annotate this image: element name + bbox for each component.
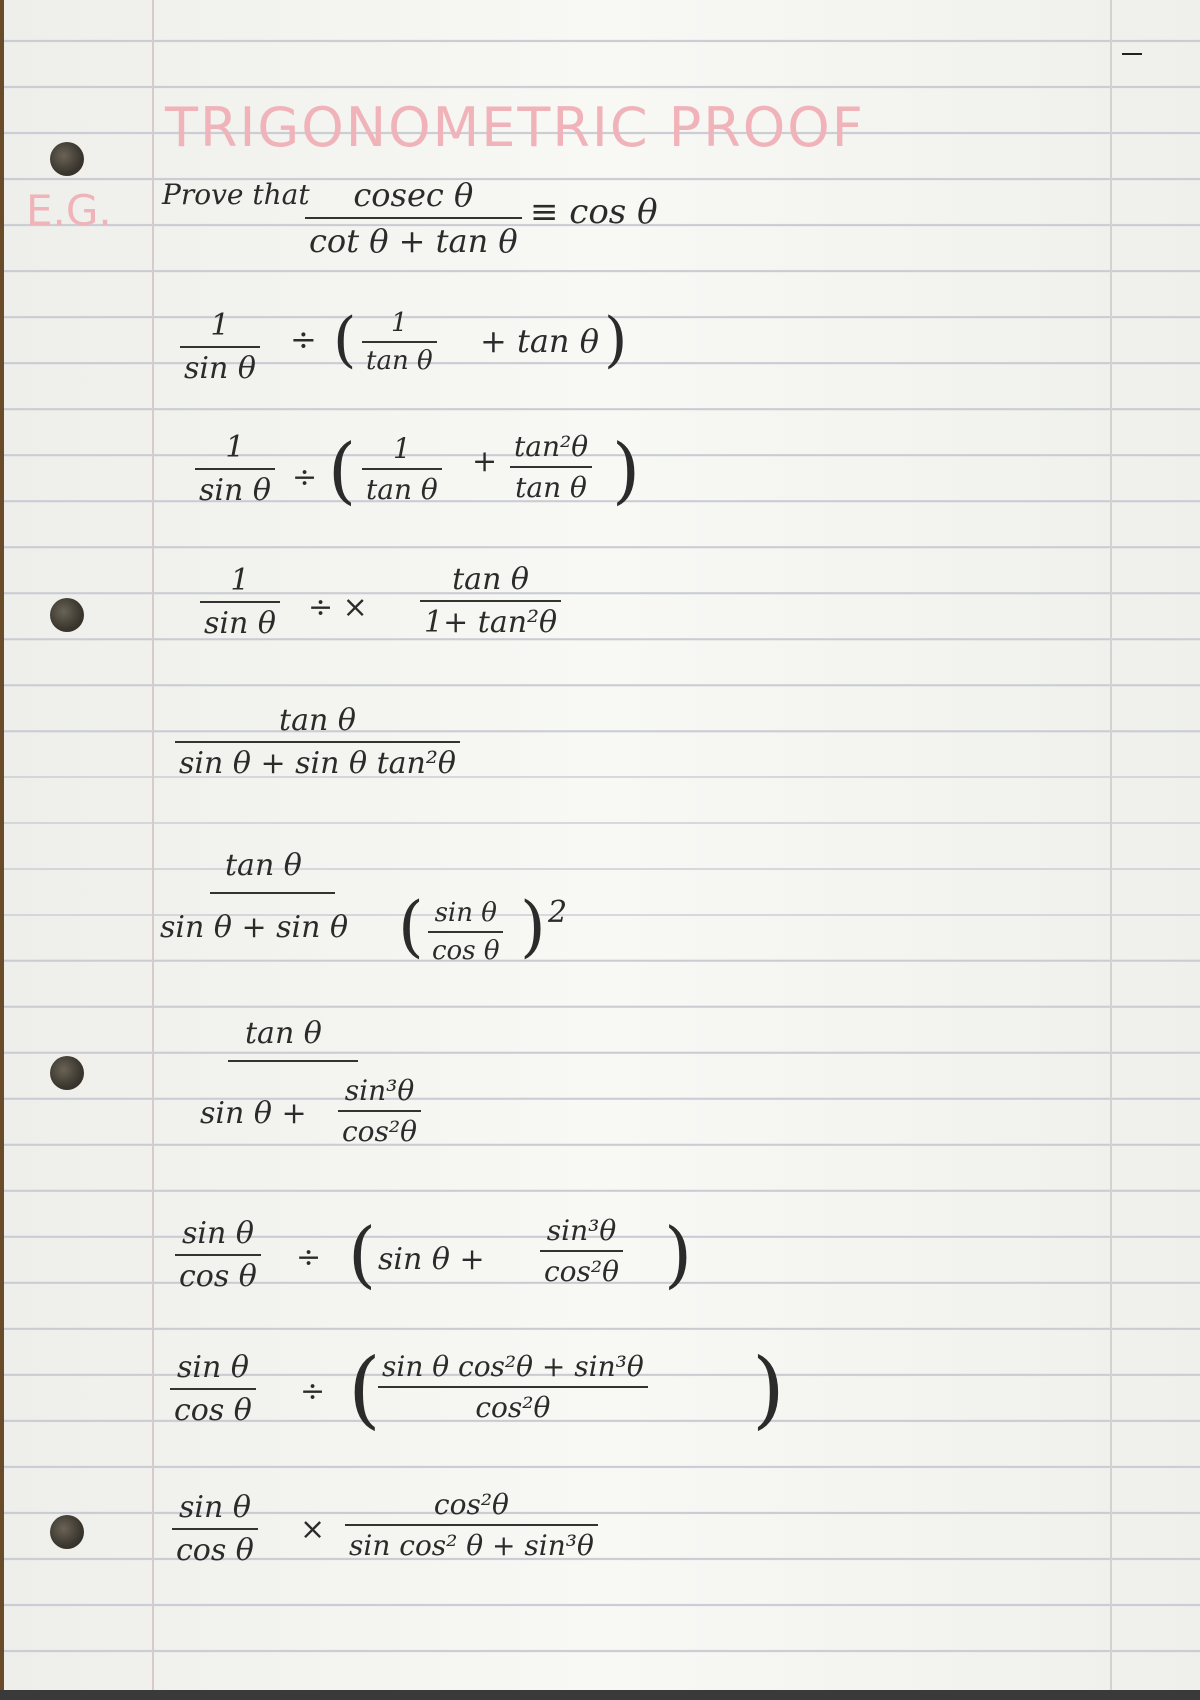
fraction-numerator: sin θ cos²θ + sin³θ <box>378 1350 648 1388</box>
step1-fraction-b <box>362 308 437 376</box>
fraction-numerator: 1 <box>200 563 280 603</box>
open-paren: ( <box>348 1340 381 1438</box>
plus-sign: + <box>472 444 498 479</box>
prove-text: Prove that <box>162 178 310 211</box>
step8-fraction-a <box>170 1350 256 1428</box>
close-paren: ) <box>604 305 628 375</box>
fraction-denominator: tan θ <box>366 346 433 376</box>
fraction-numerator: sin θ <box>175 1216 261 1256</box>
step9-fraction-a <box>172 1490 258 1568</box>
fraction-denominator: cos θ <box>179 1259 257 1294</box>
fraction-denominator: cos θ <box>432 936 500 966</box>
fraction-numerator: 1 <box>180 308 260 348</box>
step1-fraction-a <box>180 308 260 386</box>
step5-inner-fraction <box>428 898 503 966</box>
step7-fraction-b <box>540 1214 623 1288</box>
fraction-numerator: 1 <box>195 430 275 470</box>
fraction-denominator: sin θ <box>184 351 256 386</box>
statement-fraction <box>305 176 522 260</box>
margin-line <box>152 0 154 1700</box>
fraction-numerator: sin θ <box>428 898 503 933</box>
close-paren: ) <box>520 888 546 965</box>
page-binding-edge <box>0 0 4 1700</box>
fraction-denominator: cos²θ <box>544 1255 619 1288</box>
divide-sign: ÷ <box>290 320 317 358</box>
fraction-bar <box>210 892 335 894</box>
example-label: E.G. <box>26 186 112 235</box>
step5-numerator: tan θ <box>225 848 302 883</box>
fraction-denominator: cos θ <box>174 1393 252 1428</box>
fraction-denominator: tan θ <box>515 471 587 504</box>
page-title: TRIGONOMETRIC PROOF <box>165 96 865 159</box>
fraction-bar <box>228 1060 358 1062</box>
punch-hole-icon <box>50 1056 84 1090</box>
divide-sign: ÷ <box>296 1240 322 1275</box>
step3-fraction-b <box>420 562 561 640</box>
fraction-numerator: 1 <box>362 308 437 343</box>
punch-hole-icon <box>50 598 84 632</box>
step1-tail: + tan θ <box>480 322 599 360</box>
fraction-denominator: sin θ <box>204 606 276 641</box>
fraction-denominator: cos θ <box>176 1533 254 1568</box>
close-paren: ) <box>752 1340 785 1438</box>
fraction-denominator: sin θ <box>199 473 271 508</box>
divide-sign: ÷ <box>300 1374 326 1409</box>
fraction-numerator: tan²θ <box>510 430 592 468</box>
corner-pen-mark <box>1122 53 1142 55</box>
close-paren: ) <box>664 1212 693 1296</box>
fraction-numerator: sin θ <box>172 1490 258 1530</box>
step5-denominator: sin θ + sin θ <box>160 910 349 945</box>
fraction-numerator: 1 <box>362 432 442 470</box>
open-paren: ( <box>348 1212 377 1296</box>
step6-denominator: sin θ + <box>200 1096 307 1131</box>
step6-numerator: tan θ <box>245 1016 322 1051</box>
fraction-numerator: tan θ <box>420 562 561 602</box>
fraction-numerator: sin³θ <box>338 1074 421 1112</box>
step2-fraction-c <box>510 430 592 504</box>
step8-fraction-b <box>378 1350 648 1424</box>
fraction-denominator: 1+ tan²θ <box>424 605 558 640</box>
fraction-denominator: cos²θ <box>342 1115 417 1148</box>
open-paren: ( <box>398 888 424 965</box>
close-paren: ) <box>612 428 641 512</box>
fraction-numerator: sin³θ <box>540 1214 623 1252</box>
open-paren: ( <box>328 428 357 512</box>
fraction-numerator: sin θ <box>170 1350 256 1390</box>
open-paren: ( <box>333 305 357 375</box>
multiply-sign: × <box>300 1512 326 1547</box>
page-bottom-edge <box>0 1690 1200 1700</box>
fraction-denominator: sin θ + sin θ tan²θ <box>179 746 456 781</box>
punch-hole-icon <box>50 142 84 176</box>
step2-fraction-b <box>362 432 442 506</box>
step3-fraction-a <box>200 563 280 641</box>
step2-fraction-a <box>195 430 275 508</box>
step4-fraction <box>175 703 460 781</box>
step9-fraction-b <box>345 1488 598 1562</box>
step7-middle: sin θ + <box>378 1242 485 1277</box>
step7-fraction-a <box>175 1216 261 1294</box>
fraction-numerator: cos²θ <box>345 1488 598 1526</box>
fraction-denominator: cos²θ <box>475 1391 551 1424</box>
divide-sign: ÷ <box>292 460 318 495</box>
right-edge-line <box>1110 0 1112 1700</box>
fraction-denominator: cot θ + tan θ <box>309 222 518 260</box>
fraction-denominator: tan θ <box>366 473 438 506</box>
fraction-numerator: tan θ <box>175 703 460 743</box>
punch-hole-icon <box>50 1515 84 1549</box>
step6-inner-fraction <box>338 1074 421 1148</box>
fraction-denominator: sin cos² θ + sin³θ <box>349 1529 594 1562</box>
multiply-sign: ÷ × <box>308 590 368 625</box>
statement-rhs: ≡ cos θ <box>530 192 658 232</box>
step5-exponent: 2 <box>548 895 568 930</box>
fraction-numerator: cosec θ <box>305 176 522 219</box>
